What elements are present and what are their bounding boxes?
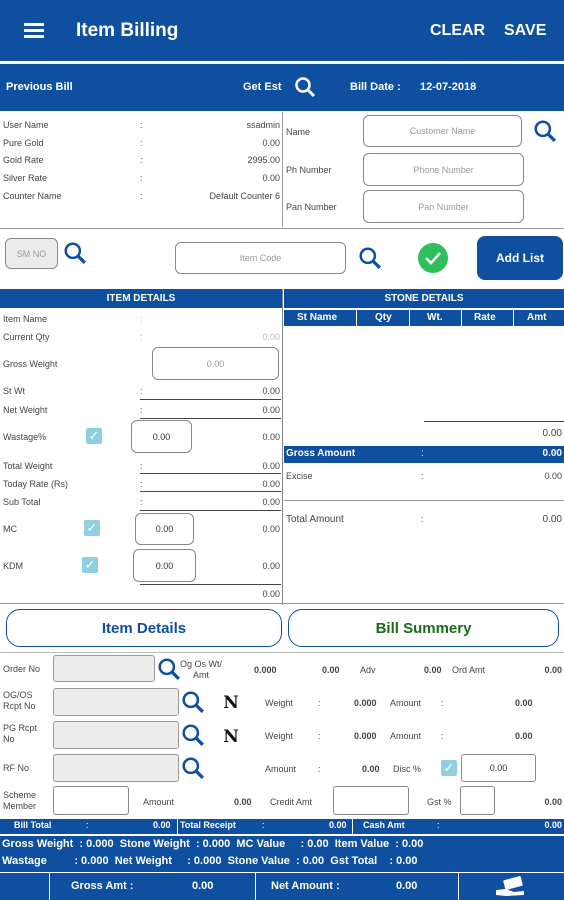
mc-value: 0.00 xyxy=(262,524,280,534)
today-rate-label: Today Rate (Rs) xyxy=(3,479,69,489)
search-icon[interactable] xyxy=(157,657,181,681)
total-amount-colon: : xyxy=(421,514,424,524)
gross-amount-label: Gross Amount xyxy=(286,448,356,459)
item-name-label: Item Name xyxy=(3,314,48,324)
bill-total-value: 0.00 xyxy=(153,820,171,830)
order-no-field[interactable] xyxy=(53,655,155,682)
bill-total-colon: : xyxy=(86,820,89,830)
info-colon: : xyxy=(140,120,143,130)
pg-rcpt-field[interactable] xyxy=(53,721,179,749)
payment-hand-icon[interactable] xyxy=(494,876,528,898)
excise-colon: : xyxy=(421,471,424,481)
pg-rcpt-label: PG Rcpt No xyxy=(3,723,38,744)
info-colon: : xyxy=(140,138,143,148)
col-divider xyxy=(356,310,357,326)
search-icon[interactable] xyxy=(294,76,316,98)
divider xyxy=(282,289,283,605)
gross-weight-field[interactable]: 0.00 xyxy=(152,347,279,380)
item-colon: : xyxy=(140,386,143,396)
sm-no-field[interactable]: SM NO xyxy=(5,238,58,269)
wastage-checkbox[interactable]: ✓ xyxy=(86,428,102,444)
final-value: 0.00 xyxy=(262,589,280,599)
item-colon: : xyxy=(140,497,143,507)
excise-value: 0.00 xyxy=(544,471,562,481)
confirm-check-icon[interactable] xyxy=(417,242,449,274)
add-list-label: Add List xyxy=(496,251,544,265)
col-rate: Rate xyxy=(474,312,496,323)
adv-value: 0.00 xyxy=(424,665,442,675)
scheme-member-label: Scheme Member xyxy=(3,790,37,811)
gst-field[interactable] xyxy=(460,786,495,815)
totals-row-2: Wastage : 0.000 Net Weight : 0.000 Stone Value : 0.00 Gst Total : 0.00 xyxy=(2,855,418,867)
search-icon[interactable] xyxy=(533,119,557,143)
divider xyxy=(0,603,564,604)
divider xyxy=(255,873,256,900)
og-weight-colon: : xyxy=(318,698,321,708)
get-est-label[interactable]: Get Est xyxy=(243,81,282,93)
kdm-label: KDM xyxy=(3,561,23,571)
today-rate-value: 0.00 xyxy=(262,479,280,489)
pure-gold-value: 0.00 xyxy=(262,138,280,148)
ord-amt-label: Ord Amt xyxy=(452,665,486,675)
underline xyxy=(140,510,281,511)
info-colon: : xyxy=(140,173,143,183)
gross-amt-label: Gross Amt : xyxy=(71,880,134,892)
info-colon: : xyxy=(140,191,143,201)
add-list-button[interactable] xyxy=(477,236,563,280)
stone-total-value: 0.00 xyxy=(542,428,562,439)
totals-bar xyxy=(0,819,564,834)
pan-number-field[interactable]: Pan Number xyxy=(363,190,524,223)
pg-amount-label: Amount xyxy=(390,731,422,741)
phone-label: Ph Number xyxy=(286,165,332,175)
underline xyxy=(140,418,281,419)
search-icon[interactable] xyxy=(63,241,87,265)
scheme-amount-label: Amount xyxy=(143,797,175,807)
og-rcpt-label: OG/OS Rcpt No xyxy=(3,690,36,711)
n-icon[interactable]: N xyxy=(223,693,239,713)
divider xyxy=(49,873,50,900)
wastage-field[interactable]: 0.00 xyxy=(131,420,192,453)
item-colon: : xyxy=(140,314,143,324)
total-weight-value: 0.00 xyxy=(262,461,280,471)
wastage-label: Wastage% xyxy=(3,432,47,442)
wastage-value: 0.00 xyxy=(262,432,280,442)
search-icon[interactable] xyxy=(181,690,205,714)
st-wt-value: 0.00 xyxy=(262,386,280,396)
og-rcpt-field[interactable] xyxy=(53,688,179,716)
counter-name-value: Default Counter 6 xyxy=(209,191,280,201)
pg-amount-colon: : xyxy=(441,731,444,741)
search-icon[interactable] xyxy=(358,246,382,270)
customer-name-field[interactable]: Customer Name xyxy=(363,115,522,147)
excise-label: Excise xyxy=(286,471,313,481)
mc-label: MC xyxy=(3,524,17,534)
sub-total-label: Sub Total xyxy=(3,497,41,507)
rf-amount-label: Amount xyxy=(265,764,297,774)
menu-icon[interactable] xyxy=(24,23,44,39)
item-details-header xyxy=(0,289,282,308)
divider xyxy=(0,228,564,229)
current-qty-label: Current Qty xyxy=(3,332,50,342)
gross-amount-value: 0.00 xyxy=(542,448,562,459)
pg-amount-value: 0.00 xyxy=(515,731,533,741)
underline xyxy=(284,500,564,501)
pg-weight-label: Weight xyxy=(265,731,293,741)
col-st-name: St Name xyxy=(297,312,338,323)
kdm-checkbox[interactable]: ✓ xyxy=(82,557,98,573)
gst-value: 0.00 xyxy=(544,797,562,807)
og-weight-label: Weight xyxy=(265,698,293,708)
col-amt: Amt xyxy=(527,312,547,323)
gst-label: Gst % xyxy=(427,797,452,807)
scheme-member-field[interactable] xyxy=(53,786,129,815)
rf-amount-colon: : xyxy=(318,764,321,774)
underline xyxy=(140,584,281,585)
item-colon: : xyxy=(140,332,143,342)
user-name-label: User Name xyxy=(3,120,49,130)
previous-bill-button[interactable]: Previous Bill xyxy=(6,81,73,93)
ord-amt-value: 0.00 xyxy=(544,665,562,675)
og-os-amt-value: 0.00 xyxy=(322,665,340,675)
og-weight-value: 0.000 xyxy=(354,698,377,708)
disc-field[interactable]: 0.00 xyxy=(461,754,536,782)
rf-amount-value: 0.00 xyxy=(362,764,380,774)
item-colon: : xyxy=(140,479,143,489)
net-weight-label: Net Weight xyxy=(3,405,48,415)
sub-total-value: 0.00 xyxy=(262,497,280,507)
cash-amt-colon: : xyxy=(437,820,440,830)
page-title: Item Billing xyxy=(76,20,179,41)
search-icon[interactable] xyxy=(181,756,205,780)
pg-weight-value: 0.000 xyxy=(354,731,377,741)
divider xyxy=(352,819,353,834)
scheme-amount-value: 0.00 xyxy=(234,797,252,807)
kdm-field[interactable]: 0.00 xyxy=(133,549,196,582)
tab-item-details[interactable] xyxy=(6,609,282,647)
adv-label: Adv xyxy=(360,665,376,675)
gross-amt-value: 0.00 xyxy=(192,880,214,892)
bill-total-label: Bill Total xyxy=(14,820,52,830)
tab-item-details-label: Item Details xyxy=(101,619,187,637)
search-icon[interactable] xyxy=(181,723,205,747)
divider xyxy=(282,112,283,227)
col-divider xyxy=(513,310,514,326)
gross-amount-colon: : xyxy=(421,448,424,459)
og-os-wt-label: Og Os Wt/ Amt xyxy=(180,659,223,680)
silver-rate-label: Silver Rate xyxy=(3,173,48,183)
credit-amt-label: Credit Amt xyxy=(270,797,313,807)
item-colon: : xyxy=(140,405,143,415)
divider xyxy=(177,819,178,834)
net-amount-value: 0.00 xyxy=(396,880,418,892)
cash-amt-label: Cash Amt xyxy=(363,820,405,830)
disc-label: Disc % xyxy=(393,764,422,774)
cash-amt-value: 0.00 xyxy=(544,820,562,830)
underline xyxy=(140,473,281,474)
current-qty-value: 0.00 xyxy=(262,332,280,342)
bill-date-label: Bill Date : xyxy=(350,81,401,93)
stone-details-header xyxy=(284,289,564,308)
mc-field[interactable]: 0.00 xyxy=(135,513,194,545)
underline xyxy=(140,491,281,492)
total-receipt-value: 0.00 xyxy=(329,820,347,830)
underline xyxy=(424,421,564,422)
name-label: Name xyxy=(286,127,311,137)
clear-button[interactable]: CLEAR xyxy=(430,22,486,39)
user-name-value: ssadmin xyxy=(246,120,280,130)
pan-label: Pan Number xyxy=(286,202,337,212)
gross-weight-label: Gross Weight xyxy=(3,359,58,369)
st-wt-label: St Wt xyxy=(3,386,25,396)
kdm-value: 0.00 xyxy=(262,561,280,571)
pg-weight-colon: : xyxy=(318,731,321,741)
disc-checkbox[interactable]: ✓ xyxy=(441,760,457,776)
og-amount-colon: : xyxy=(441,698,444,708)
col-qty: Qty xyxy=(375,312,392,323)
tab-bill-summery-label: Bill Summery xyxy=(375,619,472,637)
stone-details-header-label: STONE DETAILS xyxy=(384,293,464,304)
phone-number-field[interactable]: Phone Number xyxy=(363,153,524,186)
order-no-label: Order No xyxy=(3,664,41,674)
n-icon[interactable]: N xyxy=(223,727,239,747)
item-code-field[interactable]: Item Code xyxy=(175,242,346,274)
total-receipt-label: Total Receipt xyxy=(180,820,236,830)
og-amount-value: 0.00 xyxy=(515,698,533,708)
total-amount-value: 0.00 xyxy=(542,514,562,525)
total-weight-label: Total Weight xyxy=(3,461,53,471)
sub-bar xyxy=(0,64,564,111)
col-divider xyxy=(461,310,462,326)
info-colon: : xyxy=(140,155,143,165)
bill-date-value[interactable]: 12-07-2018 xyxy=(420,81,477,93)
net-amount-label: Net Amount : xyxy=(271,880,340,892)
total-amount-label: Total Amount xyxy=(286,514,344,525)
save-button[interactable]: SAVE xyxy=(504,22,547,39)
underline xyxy=(140,399,281,400)
counter-name-label: Counter Name xyxy=(3,191,62,201)
rf-no-field[interactable] xyxy=(53,754,179,782)
og-amount-label: Amount xyxy=(390,698,422,708)
item-colon: : xyxy=(140,461,143,471)
net-weight-value: 0.00 xyxy=(262,405,280,415)
tab-bill-summery[interactable] xyxy=(288,609,559,647)
total-receipt-colon: : xyxy=(262,820,265,830)
totals-row-1: Gross Weight : 0.000 Stone Weight : 0.000 MC Value : 0.00 Item Value : 0.00 xyxy=(2,838,424,850)
og-os-wt-value: 0.000 xyxy=(254,665,277,675)
rf-no-label: RF No xyxy=(3,763,30,773)
gold-rate-label: Gold Rate xyxy=(3,155,44,165)
divider xyxy=(0,652,564,653)
gold-rate-value: 2995.00 xyxy=(247,155,280,165)
credit-amt-field[interactable] xyxy=(333,786,409,815)
item-details-header-label: ITEM DETAILS xyxy=(106,293,176,304)
pure-gold-label: Pure Gold xyxy=(3,138,44,148)
mc-checkbox[interactable]: ✓ xyxy=(84,520,100,536)
divider xyxy=(458,873,459,900)
col-wt: Wt. xyxy=(427,312,443,323)
silver-rate-value: 0.00 xyxy=(262,173,280,183)
col-divider xyxy=(409,310,410,326)
